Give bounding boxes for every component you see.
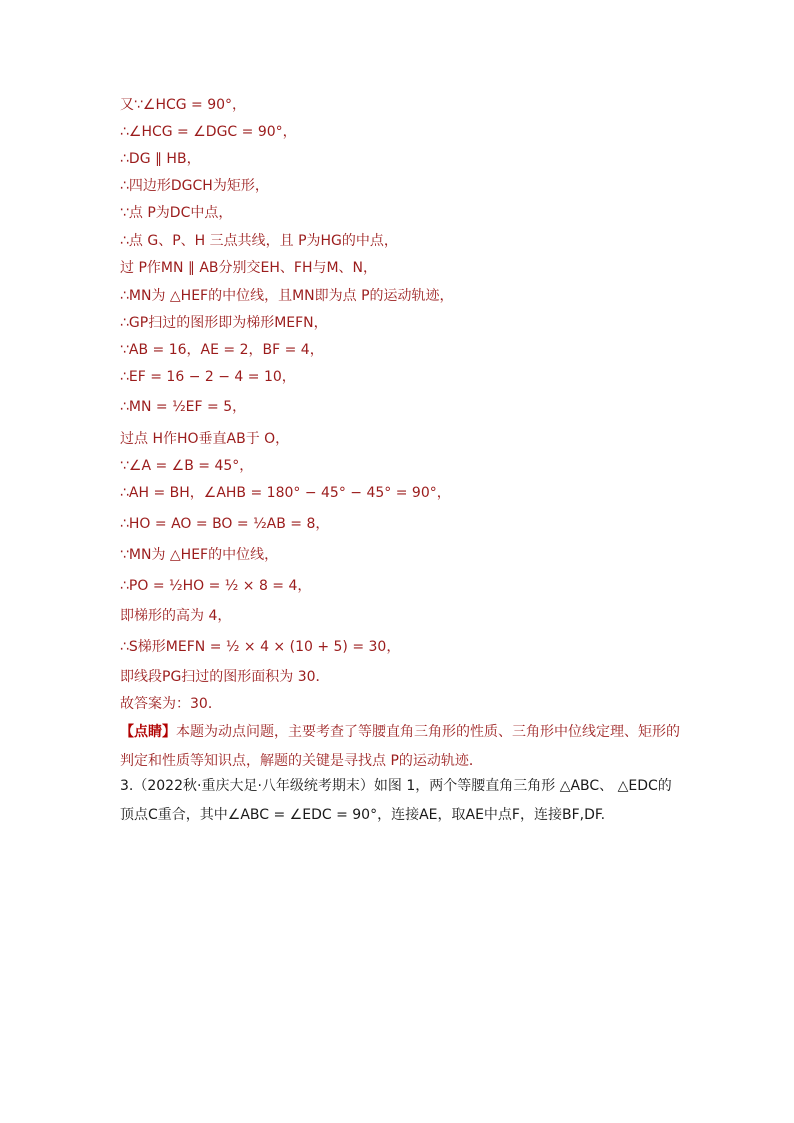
comment-block [120,718,680,776]
solution-line: ∴PO = ½HO = ½ × 8 = 4， [120,578,312,594]
problem-number: 3. [120,778,134,794]
solution-line: ∵AB = 16，AE = 2，BF = 4， [120,342,324,358]
solution-line: ∵点 P为DC中点， [120,205,233,221]
solution-line: ∵MN为 △HEF的中位线， [120,547,279,563]
solution-line: ∴GP扫过的图形即为梯形MEFN， [120,315,328,331]
solution-line: ∴MN为 △HEF的中位线，且MN即为点 P的运动轨迹， [120,288,454,304]
solution-line: ∴点 G、P、H 三点共线，且 P为HG的中点， [120,233,398,249]
solution-line: 故答案为：30． [120,696,222,712]
solution-line: ∴AH = BH，∠AHB = 180° − 45° − 45° = 90°， [120,485,451,501]
solution-line: ∴S梯形MEFN = ½ × 4 × (10 + 5) = 30， [120,639,401,655]
solution-line: ∴DG ∥ HB， [120,151,201,167]
solution-line: ∴四边形DGCH为矩形， [120,178,269,194]
solution-line: 过 P作MN ∥ AB分别交EH、FH与M、N， [120,260,378,276]
solution-line: ∴HO = AO = BO = ½AB = 8， [120,516,330,532]
comment-text: 本题为动点问题，主要考查了等腰直角三角形的性质、三角形中位线定理、矩形的判定和性质等知识点，解题的关键是寻找点 P的运动轨迹． [120,724,680,769]
solution-line: ∵∠A = ∠B = 45°， [120,458,254,474]
solution-line: ∴∠HCG = ∠DGC = 90°， [120,124,297,140]
solution-line: ∴EF = 16 − 2 − 4 = 10， [120,369,296,385]
solution-line: 又∵∠HCG = 90°， [120,97,247,113]
solution-line: 即梯形的高为 4， [120,608,232,624]
solution-line: 过点 H作HO垂直AB于 O， [120,431,290,447]
comment-tag: 【点睛】 [120,724,176,740]
problem-source: （2022秋·重庆大足·八年级统考期末） [133,778,374,794]
solution-line: 即线段PG扫过的图形面积为 30． [120,669,330,685]
problem-text: 如图 1，两个等腰直角三角形 △ABC、 △EDC的顶点C重合，其中∠ABC = ∠EDC = 90°，连接AE，取AE中点F，连接BF,DF. [120,778,672,823]
solution-line: ∴MN = ½EF = 5， [120,399,247,415]
problem-block [120,772,680,830]
